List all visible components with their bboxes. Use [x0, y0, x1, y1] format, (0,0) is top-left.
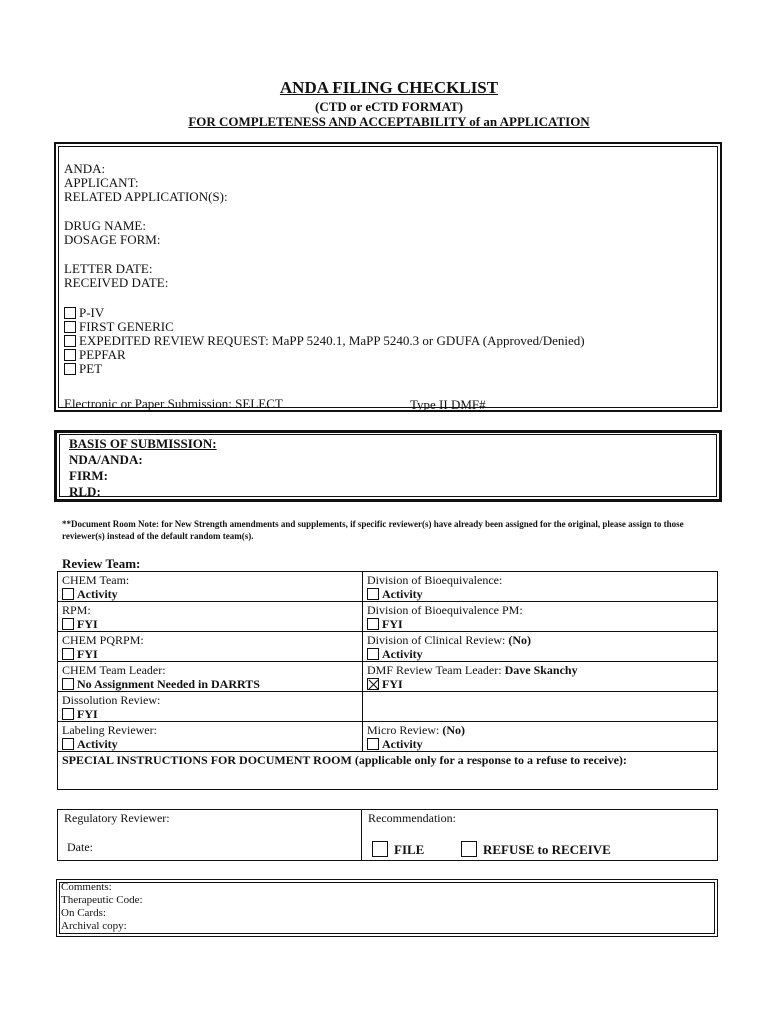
rld-label: RLD: — [69, 484, 101, 499]
labeling-activity-label: Activity — [77, 737, 118, 751]
archival-copy-label: Archival copy: — [61, 920, 127, 932]
dmf-fyi-label: FYI — [382, 677, 403, 691]
pet-checkbox[interactable] — [64, 363, 76, 375]
dissolution-review-title: Dissolution Review: — [62, 693, 161, 707]
regulatory-reviewer-label: Regulatory Reviewer: — [64, 811, 170, 825]
expedited-review-label: EXPEDITED REVIEW REQUEST: MaPP 5240.1, MaPP 5240.3 or GDUFA (Approved/Denied) — [79, 333, 585, 348]
refuse-checkbox[interactable] — [461, 841, 477, 857]
table-row — [58, 602, 718, 632]
pet-label: PET — [79, 361, 103, 376]
purpose-subtitle: FOR COMPLETENESS AND ACCEPTABILITY of an APPLICATION — [188, 114, 590, 129]
file-option[interactable] — [372, 841, 424, 858]
chem-team-activity-label: Activity — [77, 587, 118, 601]
refuse-option[interactable] — [461, 841, 611, 858]
comments-label: Comments: — [61, 881, 112, 893]
clinical-review-title: Division of Clinical Review: — [367, 633, 506, 647]
review-team-table — [57, 571, 718, 790]
bioequivalence-checkbox[interactable] — [367, 588, 379, 600]
dmf-team-leader-title: DMF Review Team Leader: — [367, 663, 502, 677]
bioequivalence-cell — [363, 572, 718, 602]
bioequivalence-activity-label: Activity — [382, 587, 423, 601]
basis-of-submission-box — [54, 430, 722, 502]
basis-heading: BASIS OF SUBMISSION: — [69, 436, 217, 451]
drug-name-label: DRUG NAME: — [64, 218, 146, 233]
submission-type-select[interactable]: Electronic or Paper Submission: SELECT — [64, 396, 283, 411]
chem-pqrpm-cell — [58, 632, 363, 662]
dissolution-review-checkbox[interactable] — [62, 708, 74, 720]
received-date-label: RECEIVED DATE: — [64, 275, 169, 290]
refuse-label: REFUSE to RECEIVE — [483, 842, 611, 857]
chem-team-leader-title: CHEM Team Leader: — [62, 663, 166, 677]
related-applications-label: RELATED APPLICATION(S): — [64, 189, 228, 204]
nda-anda-label: NDA/ANDA: — [69, 452, 143, 467]
chem-pqrpm-fyi-label: FYI — [77, 647, 98, 661]
table-row — [58, 632, 718, 662]
chem-team-leader-cell — [58, 662, 363, 692]
firm-label: FIRM: — [69, 468, 108, 483]
clinical-review-activity-label: Activity — [382, 647, 423, 661]
rpm-title: RPM: — [62, 603, 91, 617]
first-generic-checkbox[interactable] — [64, 321, 76, 333]
pepfar-checkbox[interactable] — [64, 349, 76, 361]
comments-box — [56, 879, 718, 937]
review-team-label: Review Team: — [62, 556, 141, 571]
first-generic-label: FIRST GENERIC — [79, 319, 174, 334]
piv-checkbox[interactable] — [64, 307, 76, 319]
document-room-note: **Document Room Note: for New Strength amendments and supplements, if specific reviewer(s) have already been assigned for the original, please assign to those reviewer(s) instead of the default random team(s). — [62, 519, 684, 541]
dmf-team-leader-name: Dave Skanchy — [504, 663, 578, 677]
chem-team-title: CHEM Team: — [62, 573, 130, 587]
anda-label: ANDA: — [64, 161, 106, 176]
on-cards-label: On Cards: — [61, 907, 106, 919]
no-assignment-label: No Assignment Needed in DARRTS — [77, 677, 260, 691]
bioequivalence-pm-title: Division of Bioequivalence PM: — [367, 603, 523, 617]
pet-option[interactable] — [64, 361, 102, 377]
expedited-review-option[interactable] — [64, 333, 585, 349]
clinical-review-checkbox[interactable] — [367, 648, 379, 660]
expedited-review-checkbox[interactable] — [64, 335, 76, 347]
chem-team-checkbox[interactable] — [62, 588, 74, 600]
bioequivalence-pm-checkbox[interactable] — [367, 618, 379, 630]
dissolution-fyi-label: FYI — [77, 707, 98, 721]
page-title: ANDA FILING CHECKLIST — [279, 78, 499, 97]
bioequivalence-pm-fyi-label: FYI — [382, 617, 403, 631]
dmf-label: Type II DMF# — [410, 397, 486, 412]
rpm-checkbox[interactable] — [62, 618, 74, 630]
dissolution-review-cell — [58, 692, 363, 722]
table-row — [58, 572, 718, 602]
file-label: FILE — [394, 842, 425, 857]
format-subtitle: (CTD or eCTD FORMAT) — [315, 99, 463, 114]
micro-review-status: (No) — [442, 723, 465, 737]
table-row — [58, 692, 718, 722]
piv-label: P-IV — [79, 305, 105, 320]
pepfar-label: PEPFAR — [79, 347, 126, 362]
table-row — [58, 752, 718, 790]
micro-activity-label: Activity — [382, 737, 423, 751]
table-row — [58, 662, 718, 692]
micro-review-title: Micro Review: — [367, 723, 440, 737]
clinical-review-status: (No) — [508, 633, 531, 647]
rpm-cell — [58, 602, 363, 632]
dmf-team-leader-cell — [363, 662, 718, 692]
therapeutic-code-label: Therapeutic Code: — [61, 894, 143, 906]
applicant-label: APPLICANT: — [64, 175, 139, 190]
chem-team-cell — [58, 572, 363, 602]
special-instructions: SPECIAL INSTRUCTIONS FOR DOCUMENT ROOM (applicable only for a response to a refuse to receive): — [58, 752, 718, 790]
file-checkbox[interactable] — [372, 841, 388, 857]
letter-date-label: LETTER DATE: — [64, 261, 153, 276]
clinical-review-cell — [363, 632, 718, 662]
recommendation-label: Recommendation: — [368, 811, 456, 825]
date-label: Date: — [67, 840, 93, 854]
labeling-reviewer-title: Labeling Reviewer: — [62, 723, 157, 737]
labeling-reviewer-cell — [58, 722, 363, 752]
micro-review-cell — [363, 722, 718, 752]
dmf-fyi-checkbox-checked[interactable] — [367, 678, 379, 690]
micro-review-checkbox[interactable] — [367, 738, 379, 750]
application-info-box — [54, 142, 722, 412]
chem-team-leader-checkbox[interactable] — [62, 678, 74, 690]
recommendation-box — [57, 809, 718, 861]
bioequivalence-title: Division of Bioequivalence: — [367, 573, 503, 587]
bioequivalence-pm-cell — [363, 602, 718, 632]
table-row — [58, 722, 718, 752]
chem-pqrpm-title: CHEM PQRPM: — [62, 633, 144, 647]
dosage-form-label: DOSAGE FORM: — [64, 232, 161, 247]
labeling-reviewer-checkbox[interactable] — [62, 738, 74, 750]
rpm-fyi-label: FYI — [77, 617, 98, 631]
empty-cell — [363, 692, 718, 722]
chem-pqrpm-checkbox[interactable] — [62, 648, 74, 660]
